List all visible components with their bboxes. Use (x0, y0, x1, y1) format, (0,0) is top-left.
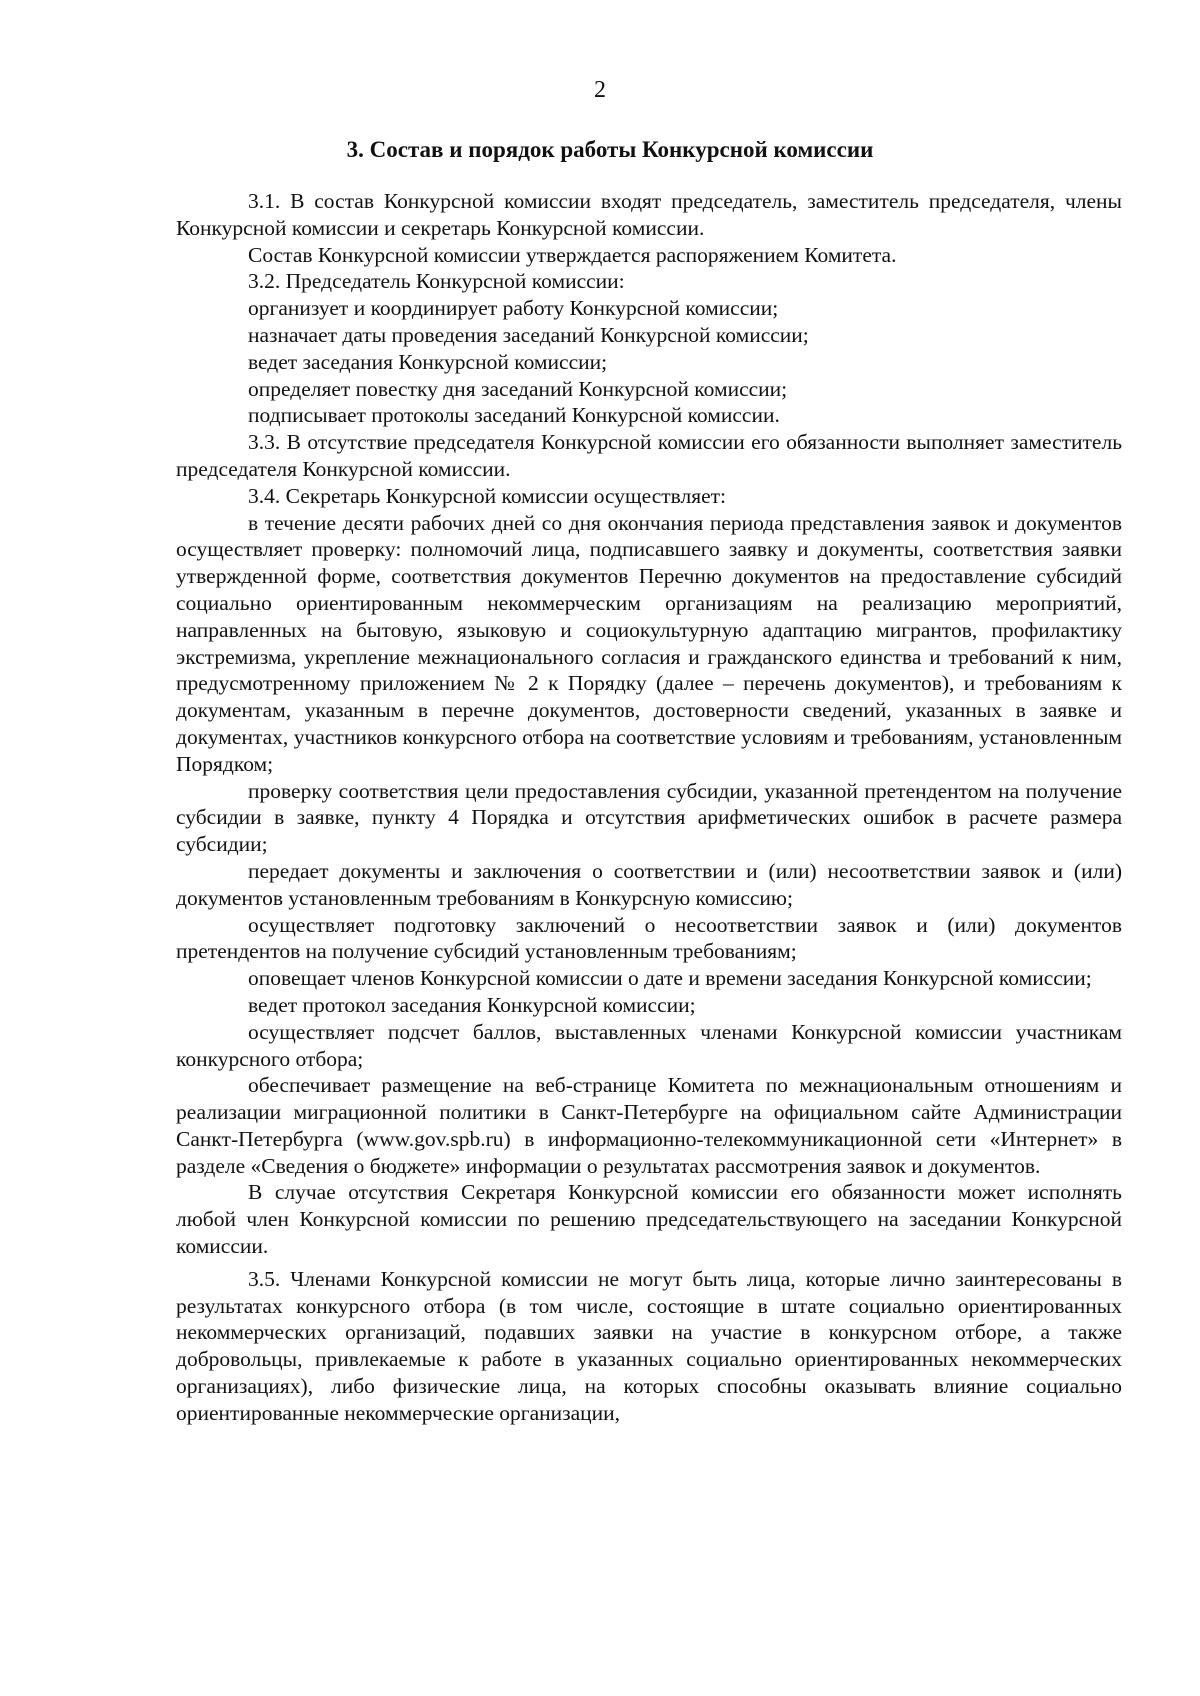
section-title: 3. Состав и порядок работы Конкурсной комиссии (346, 137, 874, 162)
paragraph-chair-duty-agenda: определяет повестку дня заседаний Конкурсной комиссии; (248, 376, 788, 401)
paragraph-chair-duty-dates: назначает даты проведения заседаний Конкурсной комиссии; (248, 322, 809, 347)
page-number: 2 (594, 77, 606, 103)
paragraph-secretary-check: в течение десяти рабочих дней со дня окончания периода представления заявок и документов осуществляет проверку: полномочий лица, подписавшего заявку и документы, соответствия заявки утвержденной форме, соответствия документов Перечню документов на предоставление субсидий социально ориентированным некоммерческим организациям на реализацию мероприятий, направленных на бытовую, языковую и социокультурную адаптацию мигрантов, профилактику экстремизма, укрепление межнационального согласия и гражданского единства и требований к ним, предусмотренному приложением № 2 к Порядку (далее – перечень документов), и требованиям к документам, указанным в перечне документов, достоверности сведений, указанных в заявке и документах, участников конкурсного отбора на соответствие условиям и требованиям, установленным Порядком; (176, 510, 1122, 776)
paragraph-secretary-publishes: обеспечивает размещение на веб-странице Комитета по межнациональным отношениям и реализации миграционной политики в Санкт-Петербурге на официальном сайте Администрации Санкт-Петербурга (www.gov.spb.ru) в информационно-телекоммуникационной сети «Интернет» в разделе «Сведения о бюджете» информации о результатах рассмотрения заявок и документов. (176, 1073, 1122, 1178)
paragraph-secretary-absence: В случае отсутствия Секретаря Конкурсной комиссии его обязанности может исполнять любой член Конкурсной комиссии по решению председательствующего на заседании Конкурсной комиссии. (176, 1180, 1122, 1259)
paragraph-secretary-scores: осуществляет подсчет баллов, выставленных членами Конкурсной комиссии участникам конкурсного отбора; (176, 1019, 1122, 1071)
paragraph-3-1: 3.1. В состав Конкурсной комиссии входят председатель, заместитель председателя, члены Конкурсной комиссии и секретарь Конкурсной комиссии. (176, 189, 1122, 240)
paragraph-chair-duty-leads: ведет заседания Конкурсной комиссии; (248, 349, 608, 374)
paragraph-secretary-protocol: ведет протокол заседания Конкурсной комиссии; (248, 992, 696, 1017)
paragraph-3-3: 3.3. В отсутствие председателя Конкурсной комиссии его обязанности выполняет заместитель председателя Конкурсной комиссии. (176, 430, 1122, 481)
paragraph-commission-composition: Состав Конкурсной комиссии утверждается распоряжением Комитета. (248, 242, 897, 267)
paragraph-secretary-conclusions: осуществляет подготовку заключений о несоответствии заявок и (или) документов претендентов на получение субсидий установленным требованиям; (176, 912, 1122, 964)
paragraph-chair-duty-signs: подписывает протоколы заседаний Конкурсной комиссии. (248, 403, 780, 428)
paragraph-3-2: 3.2. Председатель Конкурсной комиссии: (248, 269, 625, 294)
paragraph-chair-duty-organizes: организует и координирует работу Конкурсной комиссии; (248, 296, 779, 321)
paragraph-3-5: 3.5. Членами Конкурсной комиссии не могут быть лица, которые лично заинтересованы в результатах конкурсного отбора (в том числе, состоящие в штате социально ориентированных некоммерческих организаций, подавших заявки на участие в конкурсном отборе, а также добровольцы, привлекаемые к работе в указанных социально ориентированных некоммерческих организациях), либо физические лица, на которых способны оказывать влияние социально ориентированные некоммерческие организации, (176, 1266, 1122, 1425)
paragraph-secretary-transfers: передает документы и заключения о соответствии и (или) несоответствии заявок и (или) документов установленным требованиям в Конкурсную комиссию; (176, 858, 1122, 910)
paragraph-3-4: 3.4. Секретарь Конкурсной комиссии осуществляет: (248, 483, 727, 508)
document-body (176, 188, 1122, 1427)
paragraph-secretary-goal-check: проверку соответствия цели предоставления субсидии, указанной претендентом на получение субсидии в заявке, пункту 4 Порядка и отсутствия арифметических ошибок в расчете размера субсидии; (176, 778, 1122, 857)
paragraph-secretary-notifies: оповещает членов Конкурсной комиссии о дате и времени заседания Конкурсной комиссии; (248, 966, 1092, 991)
